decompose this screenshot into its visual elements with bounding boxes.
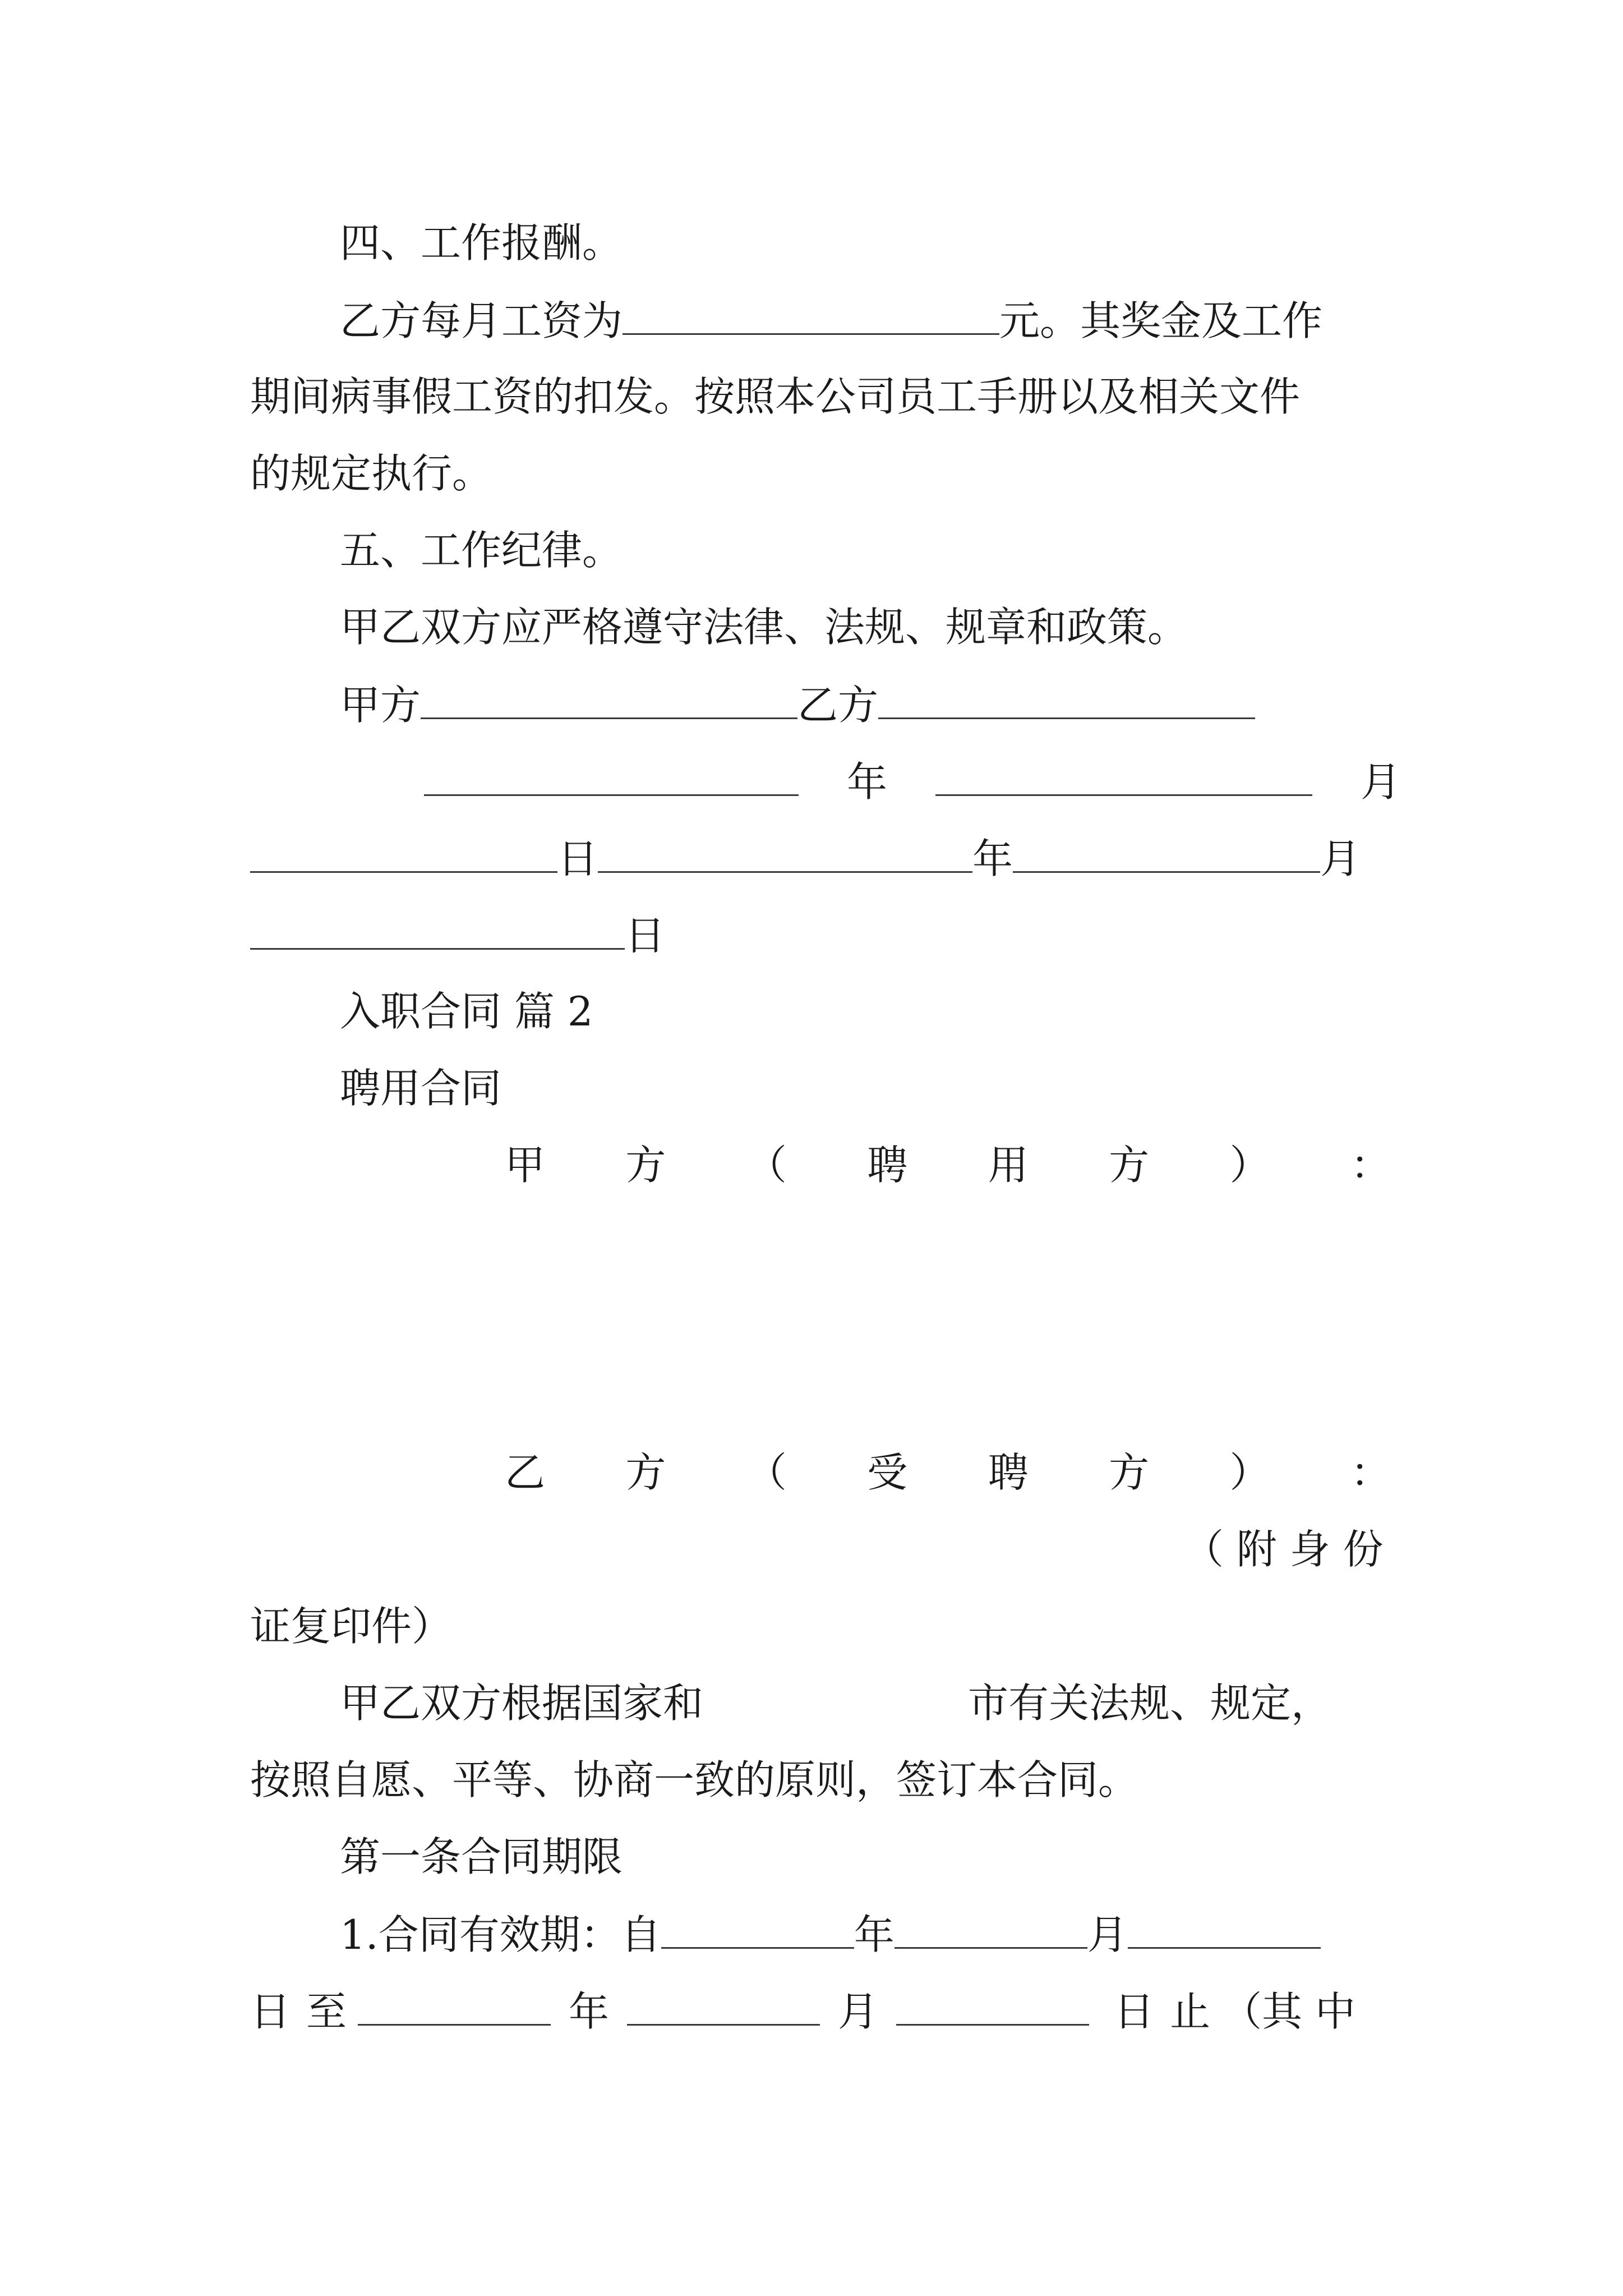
day-label: 日 <box>557 835 598 882</box>
until-label: 止 <box>1170 1988 1211 2035</box>
month-label: 月 <box>838 1988 879 2035</box>
day-label: 日 <box>250 1988 291 2035</box>
year-blank[interactable] <box>424 753 799 796</box>
basis-text: 甲乙双方根据国家和 <box>340 1680 704 1727</box>
paragraph-line: 按照自愿、平等、协商一致的原则，签订本合同。 <box>250 1756 1139 1803</box>
year-label: 年 <box>569 1988 610 2035</box>
employee-char: 受 <box>867 1449 908 1496</box>
employee-char: 方 <box>625 1449 666 1496</box>
month-blank[interactable] <box>935 753 1312 796</box>
employer-line <box>505 1137 1391 1193</box>
term-line <box>340 1906 1321 1963</box>
salary-blank[interactable] <box>623 292 999 335</box>
id-note: （ 附 身 份 <box>1183 1526 1384 1573</box>
salary-label: 乙方每月工资为 <box>340 297 623 344</box>
month-blank[interactable] <box>627 1982 820 2026</box>
year-label: 年 <box>972 835 1013 882</box>
paren-open: （ <box>1221 1988 1262 2035</box>
paragraph-line: 期间病事假工资的扣发。按照本公司员工手册以及相关文件 <box>250 373 1301 420</box>
employee-line <box>505 1444 1391 1501</box>
term-line <box>250 1982 1355 2040</box>
date-line <box>250 830 1361 887</box>
employer-char: ） <box>1229 1142 1270 1189</box>
employer-char: （ <box>746 1142 787 1189</box>
employee-char: 聘 <box>988 1449 1029 1496</box>
month-blank[interactable] <box>895 1906 1087 1949</box>
party-b-blank[interactable] <box>878 676 1255 719</box>
year-blank[interactable] <box>358 1982 551 2026</box>
employee-char: ： <box>1350 1449 1391 1496</box>
employer-char: 方 <box>1109 1142 1150 1189</box>
id-note: 证复印件） <box>250 1603 453 1650</box>
among-label: 其 中 <box>1262 1988 1355 2035</box>
signature-line <box>340 676 1255 733</box>
employer-char: 用 <box>988 1142 1029 1189</box>
to-label: 至 <box>306 1988 347 2035</box>
party-a-label: 甲方 <box>340 682 421 729</box>
date-line <box>424 753 1401 810</box>
day-blank[interactable] <box>896 1982 1089 2026</box>
day-blank[interactable] <box>250 830 557 873</box>
section-heading: 五、工作纪律。 <box>340 527 623 574</box>
contract-title: 入职合同 篇 2 <box>340 988 593 1035</box>
employee-char: 方 <box>1109 1449 1150 1496</box>
salary-line <box>340 292 1322 349</box>
party-a-blank[interactable] <box>421 676 797 719</box>
year-label: 年 <box>847 758 888 806</box>
employee-char: ） <box>1229 1449 1270 1496</box>
basis-text: 市有关法规、规定， <box>968 1680 1332 1727</box>
employee-char: 乙 <box>505 1449 546 1496</box>
month-label: 月 <box>1087 1911 1128 1958</box>
contract-subtitle: 聘用合同 <box>340 1065 502 1112</box>
paragraph-line: 的规定执行。 <box>250 450 493 497</box>
article-heading: 第一条合同期限 <box>340 1833 623 1880</box>
month-label: 月 <box>1320 835 1361 882</box>
salary-rest: 元。其奖金及工作 <box>999 297 1323 344</box>
year-blank[interactable] <box>661 1906 854 1949</box>
section-heading: 四、工作报酬。 <box>340 219 623 266</box>
date-line <box>250 907 665 964</box>
employer-char: 聘 <box>867 1142 908 1189</box>
day-label: 日 <box>1114 1988 1155 2035</box>
employer-char: 甲 <box>505 1142 546 1189</box>
employee-char: （ <box>746 1449 787 1496</box>
term-label: 1.合同有效期：自 <box>340 1911 661 1958</box>
year-label: 年 <box>854 1911 895 1958</box>
month-label: 月 <box>1361 758 1401 806</box>
year-blank[interactable] <box>598 830 972 873</box>
day-label: 日 <box>625 912 666 959</box>
day-blank[interactable] <box>250 907 625 950</box>
day-blank[interactable] <box>1128 1906 1321 1949</box>
employer-char: ： <box>1350 1142 1391 1189</box>
month-blank[interactable] <box>1013 830 1320 873</box>
basis-line <box>340 1675 1331 1731</box>
employer-char: 方 <box>625 1142 666 1189</box>
paragraph-line: 甲乙双方应严格遵守法律、法规、规章和政策。 <box>340 604 1188 651</box>
party-b-label: 乙方 <box>797 682 879 729</box>
